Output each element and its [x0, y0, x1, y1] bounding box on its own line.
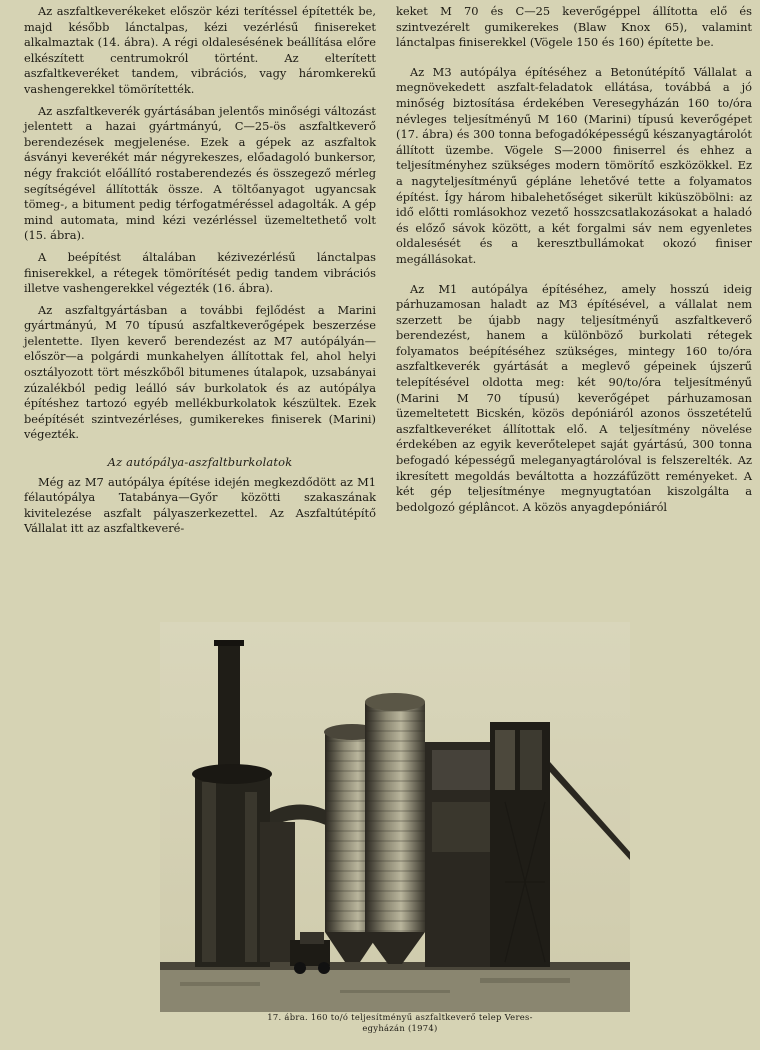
- paragraph: Még az M7 autópálya építése idején megkezdődött az M1 félautópálya Tatabánya—Győr közötti szakaszának kivitelezése aszfalt pályaszerkezettel. Az Aszfaltútépítő Vállalat itt az aszfaltkeveré-: [24, 474, 376, 536]
- paragraph: A beépítést általában kézivezérlésű lánctalpas finiserekkel, a rétegek tömörítését pedig tandem vibrációs illetve vashengerekkel végezték (16. ábra).: [24, 249, 376, 296]
- paragraph: Az aszfaltkeverékeket először kézi terítéssel építették be, majd később lánctalpas, kézi vezérlésű finisereket alkalmaztak (14. ábra). A régi oldalesésének beállítása előre elkészített centrumokról történt. Az elterített aszfaltkeveréket tandem, vibrációs, vagy háromkerekű vashengerekkel tömörítették.: [24, 4, 376, 96]
- paragraph: keket M 70 és C—25 keverőgéppel állította elő és szintvezérelt gumikerekes (Blaw Knox 65), valamint lánctalpas finiserekkel (Vögele 150 és 160) építette be.: [396, 4, 752, 50]
- right-text-column: [396, 4, 752, 515]
- figure-caption: [200, 1012, 600, 1034]
- left-text-column: [24, 4, 376, 537]
- paragraph: Az M1 autópálya építéséhez, amely hosszú ideig párhuzamosan haladt az M3 építésével, a vállalat nem szerzett be újabb nagy teljesítményű aszfaltkeverő berendezést, hanem a különböző burkolati rétegek folyamatos beépítéséhez szükséges, mintegy 160 to/óra aszfaltkeverék gyártását a meglevő gépeinek újszerű telepítésével oldotta meg: két 90/to/óra teljesítményű (Marini M 70 típusú) keverőgépet párhuzamosan üzemeltetett Bicskén, közös depóniáról azonos összetételű aszfaltkeveréket állítottak elő. A teljesítmény növelése érdekében az egyik keverőtelepet saját gyártású, 300 tonna befogadó képességű meleganyagtárolóval is felszerelték. Az ikresített megoldás beváltotta a hozzáfűzött reményeket. A két gép teljesítménye megnyugtatóan kiszolgálta a bedolgozó géplâncot. A közös anyagdepóniáról: [396, 281, 752, 514]
- caption-line: egyházán (1974): [362, 1023, 438, 1033]
- paragraph: Az aszfaltkeverék gyártásában jelentős minőségi változást jelentett a hazai gyártmányú, C—25-ös aszfaltkeverő berendezések megjelenése. Ezek a gépek az aszfaltok ásványi keverékét már négyrekeszes, előadagoló bunkersor, négy frakciót előállító rostaberendezés és összegező mérleg segítségével állították össze. A töltőanyagot ugyancsak tömeg-, a bitument pedig térfogatméréssel adagolták. A gép mind automata, mind kézi vezérléssel üzemeltethető volt (15. ábra).: [24, 103, 376, 243]
- paragraph: Az aszfaltgyártásban a további fejlődést a Marini gyártmányú, M 70 típusú aszfaltkeverőgépek beszerzése jelentette. Ilyen keverő berendezést az M7 autópályán—először—a polgárdi munkahelyen állítottak fel, ahol helyi osztályozott tört mészkőből bitumenes útalapok, uzsabányai zúzalékból pedig leálló sáv burkolatok és az autópálya építéshez tartozó egyéb mellékburkolatok készültek. Ezek beépítését szintvezérléses, gumikerekes finiserek (Marini) végezték.: [24, 302, 376, 442]
- asphalt-plant-photo: [160, 622, 630, 1012]
- figure-photo-asphalt-plant: [160, 622, 630, 1012]
- section-heading: Az autópálya-aszfaltburkolatok: [107, 455, 293, 470]
- paragraph: Az M3 autópálya építéséhez a Betonútépítő Vállalat a megnövekedett aszfalt-feladatok ellátása, továbbá a jó minőség biztosítása érdekében Veresegyházán 160 to/óra névleges teljesítményű M 160 (Marini) típusú keverőgépet (17. ábra) és 300 tonna befogadóképességű készanyagtárolót állított üzembe. Vögele S—2000 finiserrel és ehhez a teljesítményhez szükséges modern tömörítő eszközökkel. Ez a nagyteljesítményű gépláne lehetővé tette a folyamatos építést. Így három hibalehetőséget sikerült kiküszöbölni: az idő előtti romlásokhoz vezető hosszcsatlakozásokat a haladó és előző sávok között, a két forgalmi sáv nem egyenletes oldalesését és a keresztbullámokat okozó finiser megállásokat.: [396, 64, 752, 266]
- caption-line: 17. ábra. 160 to/ó teljesítményű aszfaltkeverő telep Veres-: [267, 1012, 533, 1022]
